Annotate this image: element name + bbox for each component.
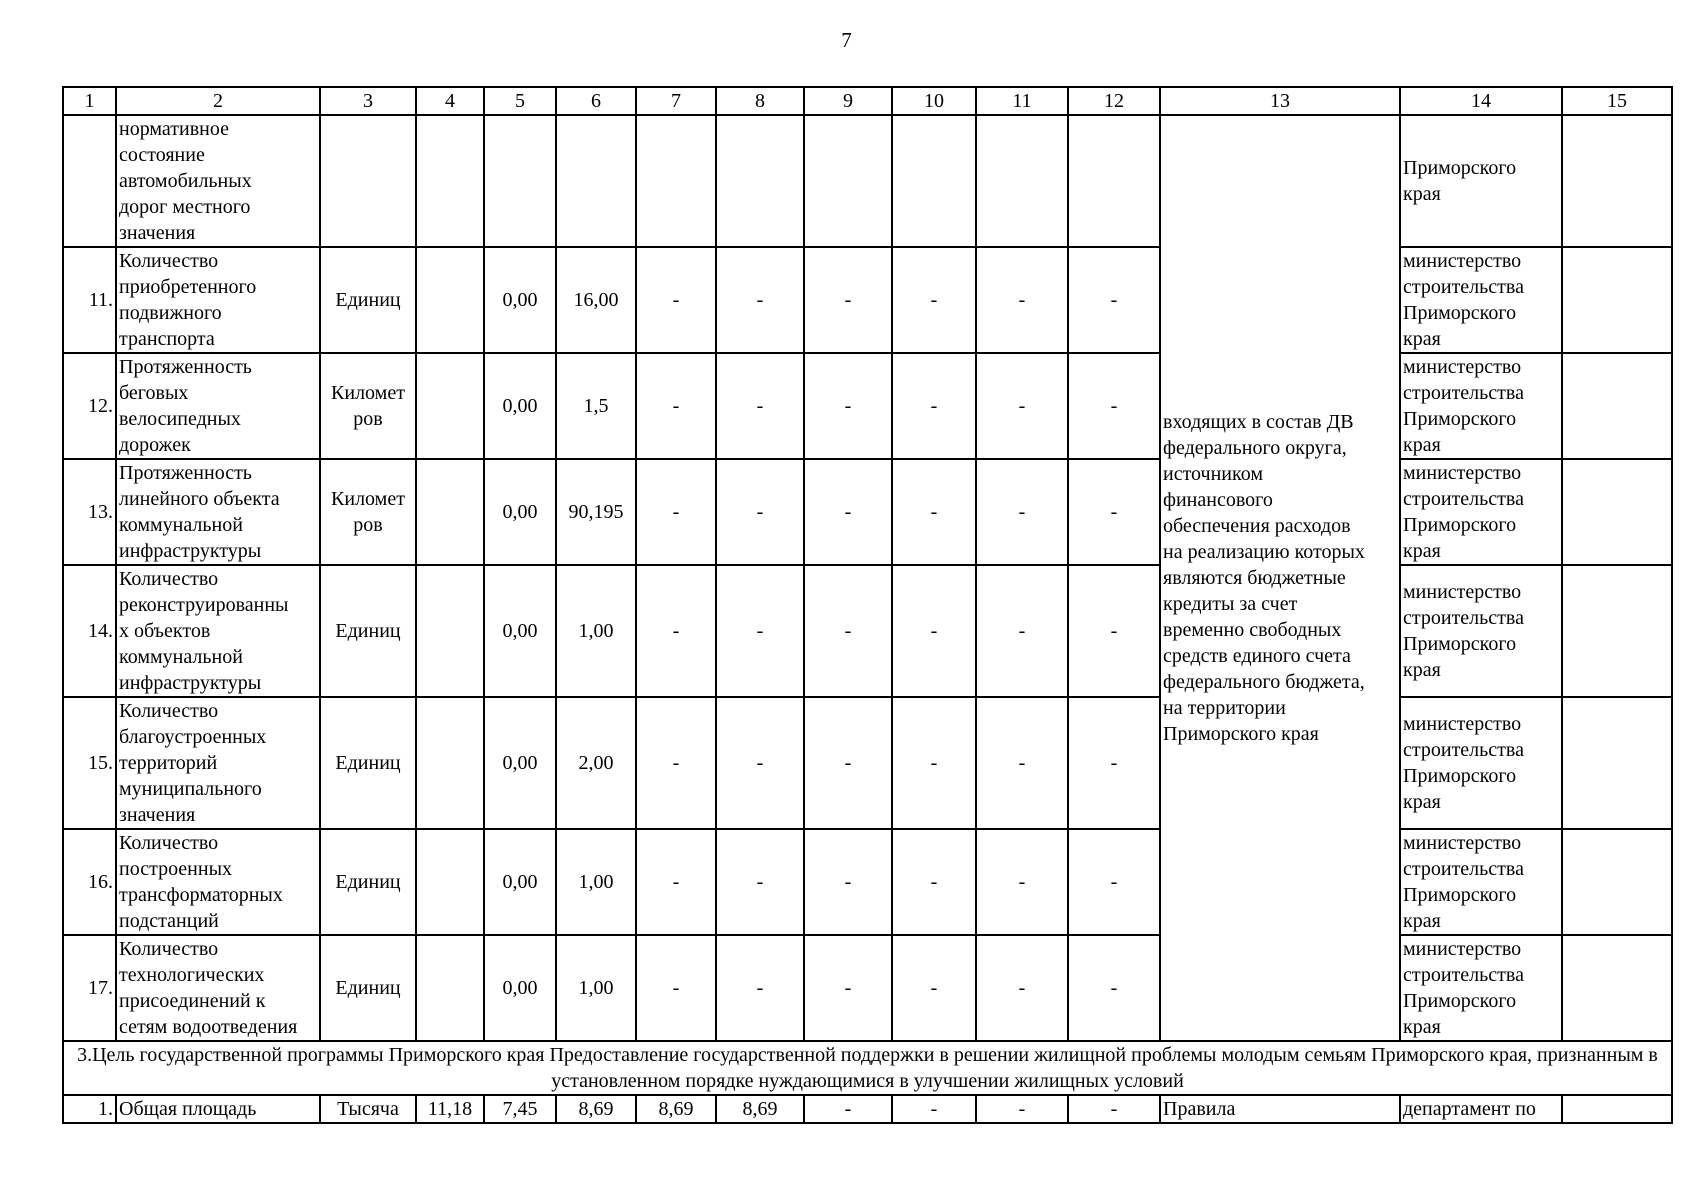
rules-cell: Правила: [1160, 1095, 1400, 1123]
value-cell: -: [892, 935, 976, 1041]
empty-cell: [484, 115, 556, 247]
value-cell: -: [636, 829, 716, 935]
row-number-cell: 14.: [63, 565, 116, 697]
value-cell: -: [804, 829, 892, 935]
row-number-cell: 13.: [63, 459, 116, 565]
column-header: 4: [416, 87, 484, 115]
column-header: 11: [976, 87, 1068, 115]
value-cell: 11,18: [416, 1095, 484, 1123]
table-row: [63, 115, 1672, 247]
value-cell: -: [716, 829, 804, 935]
value-cell: -: [804, 459, 892, 565]
goal-heading: 3.Цель государственной программы Приморского края Предоставление государственной поддержки в решении жилищной проблемы молодым семьям Приморского края, признанным в установленном порядке нуждающимися в улучшении жилищных условий: [63, 1041, 1672, 1095]
page-number: 7: [841, 28, 852, 52]
value-cell: -: [636, 697, 716, 829]
value-cell: -: [1068, 829, 1160, 935]
value-cell: -: [716, 459, 804, 565]
value-cell: 0,00: [484, 565, 556, 697]
value-cell: 0,00: [484, 697, 556, 829]
indicator-name: Количество построенных трансформаторных подстанций: [116, 829, 320, 935]
column-header: 6: [556, 87, 636, 115]
unit-cell: Единиц: [320, 697, 416, 829]
value-cell: 0,00: [484, 353, 556, 459]
value-cell: 8,69: [636, 1095, 716, 1123]
column-header: 8: [716, 87, 804, 115]
table-row: [63, 247, 1672, 353]
empty-cell: [320, 115, 416, 247]
indicator-name: Общая площадь: [116, 1095, 320, 1123]
empty-cell: [1562, 115, 1672, 247]
value-cell: 1,00: [556, 935, 636, 1041]
empty-cell: [892, 115, 976, 247]
value-cell: [416, 697, 484, 829]
value-cell: -: [804, 247, 892, 353]
value-cell: 1,00: [556, 829, 636, 935]
value-cell: -: [1068, 353, 1160, 459]
empty-cell: [636, 115, 716, 247]
empty-cell: [556, 115, 636, 247]
value-cell: -: [1068, 1095, 1160, 1123]
unit-cell: Единиц: [320, 565, 416, 697]
column-header: 9: [804, 87, 892, 115]
value-cell: -: [716, 353, 804, 459]
unit-cell: Тысяча: [320, 1095, 416, 1123]
value-cell: [416, 829, 484, 935]
row-number-cell: 17.: [63, 935, 116, 1041]
responsible-cell: министерство строительства Приморского края: [1400, 697, 1562, 829]
empty-cell: [716, 115, 804, 247]
value-cell: -: [976, 697, 1068, 829]
value-cell: 0,00: [484, 247, 556, 353]
unit-cell: Километ ров: [320, 459, 416, 565]
value-cell: [416, 459, 484, 565]
table-row: [63, 935, 1672, 1041]
unit-cell: Единиц: [320, 829, 416, 935]
table-row: [63, 459, 1672, 565]
header-row: [63, 87, 1672, 115]
indicator-name: Количество реконструированны х объектов коммунальной инфраструктуры: [116, 565, 320, 697]
responsible-cell: министерство строительства Приморского края: [1400, 353, 1562, 459]
responsible-cell: министерство строительства Приморского края: [1400, 829, 1562, 935]
value-cell: -: [804, 565, 892, 697]
empty-cell: [1562, 459, 1672, 565]
value-cell: [416, 935, 484, 1041]
responsible-cell: министерство строительства Приморского края: [1400, 935, 1562, 1041]
value-cell: -: [976, 353, 1068, 459]
column-header: 1: [63, 87, 116, 115]
value-cell: 1,00: [556, 565, 636, 697]
value-cell: -: [976, 565, 1068, 697]
value-cell: -: [636, 935, 716, 1041]
empty-cell: [1562, 353, 1672, 459]
empty-cell: [1562, 935, 1672, 1041]
indicator-name: нормативное состояние автомобильных дорог местного значения: [116, 115, 320, 247]
row-number-cell: 1.: [63, 1095, 116, 1123]
value-cell: -: [1068, 565, 1160, 697]
column-header: 3: [320, 87, 416, 115]
empty-cell: [1562, 829, 1672, 935]
value-cell: -: [976, 1095, 1068, 1123]
value-cell: 0,00: [484, 459, 556, 565]
value-cell: -: [1068, 459, 1160, 565]
column-header: 13: [1160, 87, 1400, 115]
indicator-name: Протяженность беговых велосипедных дорожек: [116, 353, 320, 459]
value-cell: [416, 565, 484, 697]
empty-cell: [1562, 1095, 1672, 1123]
indicator-name: Протяженность линейного объекта коммунальной инфраструктуры: [116, 459, 320, 565]
responsible-cell: Приморского края: [1400, 115, 1562, 247]
value-cell: -: [976, 247, 1068, 353]
value-cell: -: [1068, 247, 1160, 353]
value-cell: -: [1068, 697, 1160, 829]
value-cell: -: [716, 935, 804, 1041]
empty-cell: [1562, 247, 1672, 353]
column-header: 15: [1562, 87, 1672, 115]
value-cell: -: [892, 829, 976, 935]
value-cell: -: [1068, 935, 1160, 1041]
empty-cell: [1068, 115, 1160, 247]
column-13-merged-text: входящих в состав ДВ федерального округа, источником финансового обеспечения расходов на реализацию которых являются бюджетные кредиты за счет временно свободных средств единого счета федерального бюджета, на территории Приморского края: [1160, 115, 1400, 1041]
row-number-cell: [63, 115, 116, 247]
unit-cell: Единиц: [320, 247, 416, 353]
empty-cell: [416, 115, 484, 247]
table-row: [63, 565, 1672, 697]
column-header: 14: [1400, 87, 1562, 115]
table-row: [63, 697, 1672, 829]
empty-cell: [1562, 565, 1672, 697]
row-number-cell: 16.: [63, 829, 116, 935]
value-cell: -: [636, 353, 716, 459]
value-cell: -: [892, 697, 976, 829]
value-cell: -: [804, 935, 892, 1041]
unit-cell: Километ ров: [320, 353, 416, 459]
unit-cell: Единиц: [320, 935, 416, 1041]
value-cell: 90,195: [556, 459, 636, 565]
value-cell: -: [976, 459, 1068, 565]
row-number-cell: 11.: [63, 247, 116, 353]
empty-cell: [804, 115, 892, 247]
column-header: 10: [892, 87, 976, 115]
value-cell: 0,00: [484, 935, 556, 1041]
row-number-cell: 12.: [63, 353, 116, 459]
value-cell: [416, 353, 484, 459]
indicator-name: Количество приобретенного подвижного транспорта: [116, 247, 320, 353]
responsible-cell: департамент по: [1400, 1095, 1562, 1123]
indicator-name: Количество благоустроенных территорий муниципального значения: [116, 697, 320, 829]
value-cell: -: [892, 459, 976, 565]
value-cell: -: [636, 247, 716, 353]
value-cell: -: [976, 829, 1068, 935]
column-header: 12: [1068, 87, 1160, 115]
column-header: 2: [116, 87, 320, 115]
value-cell: -: [892, 565, 976, 697]
value-cell: [416, 247, 484, 353]
value-cell: -: [636, 459, 716, 565]
value-cell: -: [716, 247, 804, 353]
value-cell: -: [716, 697, 804, 829]
table-body: [63, 87, 1672, 1123]
value-cell: -: [976, 935, 1068, 1041]
responsible-cell: министерство строительства Приморского края: [1400, 565, 1562, 697]
row-number-cell: 15.: [63, 697, 116, 829]
value-cell: 8,69: [556, 1095, 636, 1123]
value-cell: 0,00: [484, 829, 556, 935]
responsible-cell: министерство строительства Приморского края: [1400, 459, 1562, 565]
goal-row: [63, 1041, 1672, 1095]
table-row: [63, 1095, 1672, 1123]
column-header: 7: [636, 87, 716, 115]
indicator-name: Количество технологических присоединений к сетям водоотведения: [116, 935, 320, 1041]
value-cell: -: [892, 247, 976, 353]
value-cell: -: [892, 353, 976, 459]
responsible-cell: министерство строительства Приморского края: [1400, 247, 1562, 353]
empty-cell: [976, 115, 1068, 247]
value-cell: -: [804, 353, 892, 459]
value-cell: -: [716, 565, 804, 697]
value-cell: 1,5: [556, 353, 636, 459]
indicators-table: [62, 86, 1673, 1124]
value-cell: 16,00: [556, 247, 636, 353]
value-cell: -: [804, 1095, 892, 1123]
value-cell: 2,00: [556, 697, 636, 829]
table-row: [63, 829, 1672, 935]
column-header: 5: [484, 87, 556, 115]
empty-cell: [1562, 697, 1672, 829]
value-cell: -: [892, 1095, 976, 1123]
value-cell: 8,69: [716, 1095, 804, 1123]
value-cell: -: [636, 565, 716, 697]
value-cell: 7,45: [484, 1095, 556, 1123]
value-cell: -: [804, 697, 892, 829]
table-row: [63, 353, 1672, 459]
